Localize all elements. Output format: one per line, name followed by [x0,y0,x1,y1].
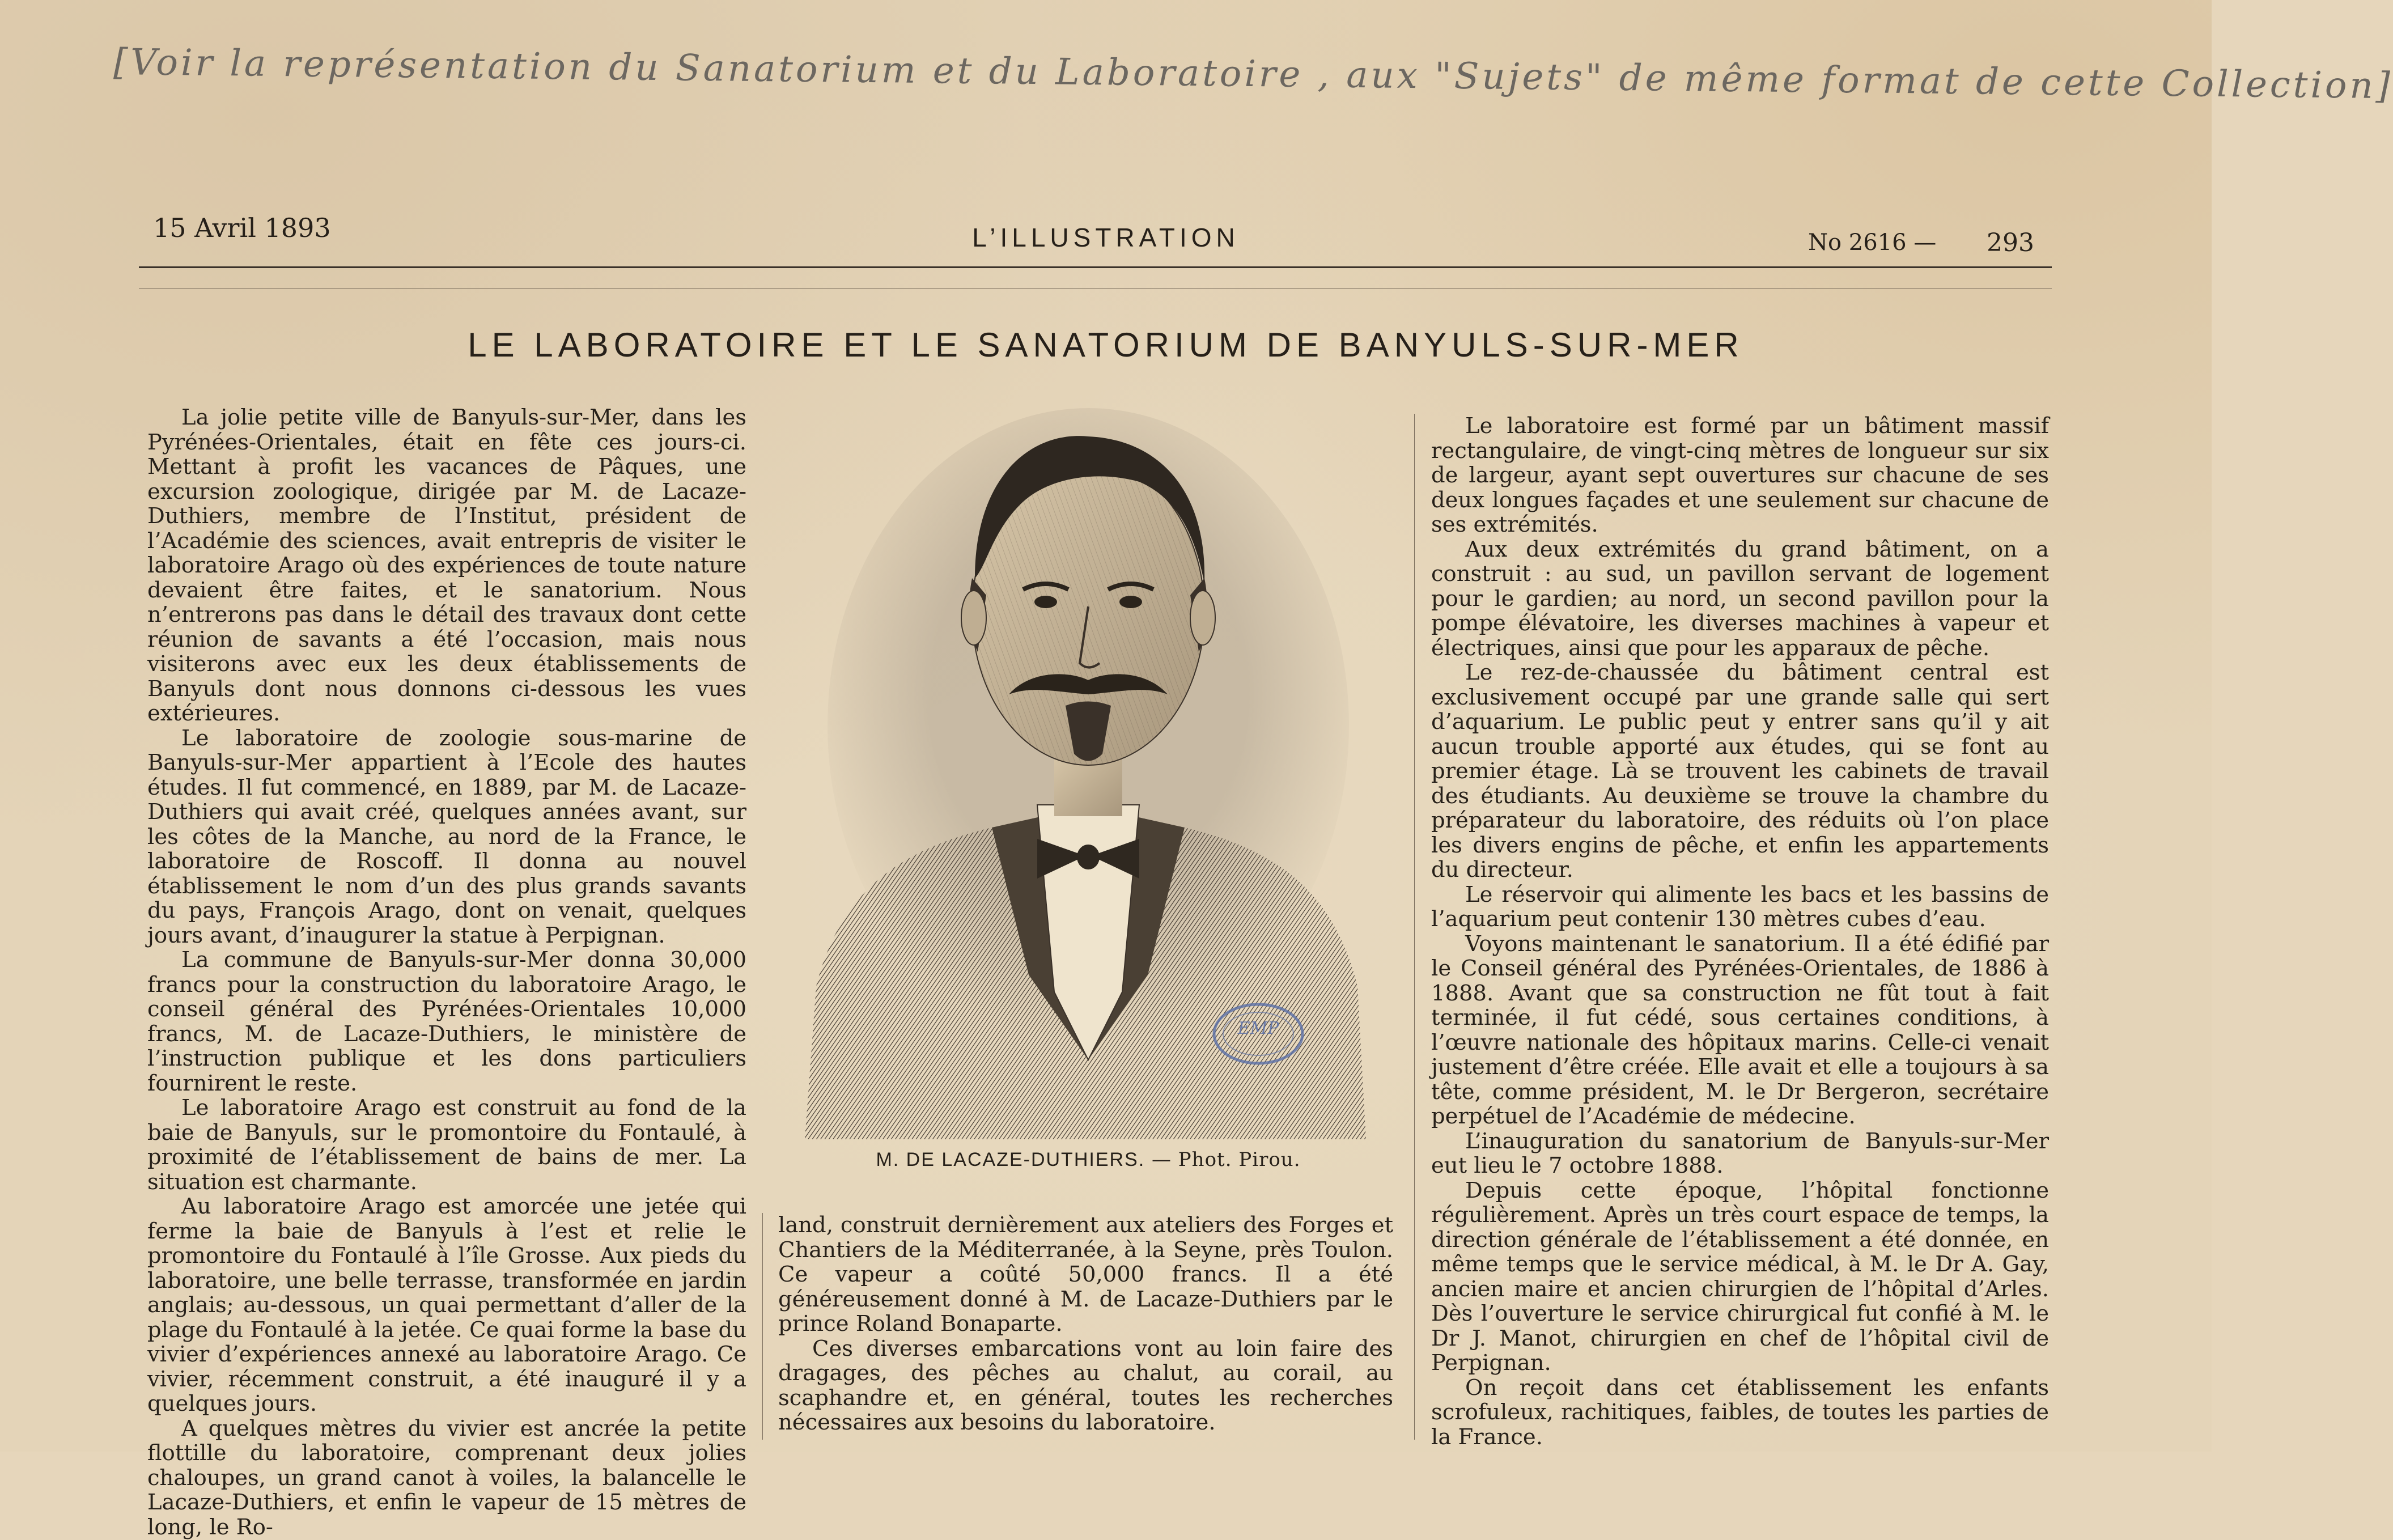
middle-column [778,1213,1393,1445]
paragraph: Depuis cette époque, l’hôpital fonctionne régulièrement. Après un très court espace de temps, la direction générale de l’établissement a été donnée, en même temps que le service médical, à M. le Dr A. Gay, ancien maire et ancien chirurgien de l’hôpital d’Arles. Dès l’ouverture le service chirurgical fut confié à M. le Dr J. Manot, chirurgien en chef de l’hôpital civil de Perpignan. [1431,1177,2049,1376]
portrait-caption [782,1148,1394,1171]
header-rule-thin [139,288,2052,289]
paragraph: land, construit dernièrement aux ateliers des Forges et Chantiers de la Méditerranée, à la Seyne, près Toulon. Ce vapeur a coûté 50,000 francs. Il a été généreusement donné à M. de Lacaze-Duthiers par le prince Roland Bonaparte. [778,1212,1393,1337]
paragraph: Le réservoir qui alimente les bacs et les bassins de l’aquarium peut contenir 130 mètres cubes d’eau. [1431,881,2049,932]
paragraph: A quelques mètres du vivier est ancrée la petite flottille du laboratoire, comprenant deux jolies chaloupes, un grand canot à voiles, la balancelle le Lacaze-Duthiers, et enfin le vapeur de 15 mètres de long, le Ro- [147,1415,746,1540]
paragraph: Le laboratoire de zoologie sous-marine de Banyuls-sur-Mer appartient à l’Ecole des hautes études. Il fut commencé, en 1889, par M. de Lacaze-Duthiers qui avait créé, quelques années avant, sur les côtes de la Manche, au nord de la France, le laboratoire de Roscoff. Il donna au nouvel établissement le nom d’un des plus grands savants du pays, François Arago, dont on venait, quelques jours avant, d’inaugurer la statue à Perpignan. [147,725,746,948]
stamp-text: EMP [1237,1019,1279,1038]
paragraph: L’inauguration du sanatorium de Banyuls-sur-Mer eut lieu le 7 octobre 1888. [1431,1128,2049,1178]
library-stamp [1210,999,1306,1070]
journal-title: L’ILLUSTRATION [972,223,1240,252]
column-divider [1414,414,1415,1440]
issue-date: 15 Avril 1893 [153,213,331,243]
paragraph: Aux deux extrémités du grand bâtiment, on a construit : au sud, un pavillon servant de logement pour le gardien; au nord, un second pavillon pour la pompe élévatoire, les diverses machines à vapeur et électriques, ainsi que pour les apparaux de pêche. [1431,536,2049,661]
paragraph: Ces diverses embarcations vont au loin faire des dragages, des pêches au chalut, au corail, au scaphandre et, en général, toutes les recherches nécessaires aux besoins du laboratoire. [778,1335,1393,1435]
paragraph: Au laboratoire Arago est amorcée une jetée qui ferme la baie de Banyuls à l’est et relie le promontoire du Fontaulé à l’île Grosse. Aux pieds du laboratoire, une belle terrasse, transformée en jardin anglais; au-dessous, un quai permettant d’aller de la plage du Fontaulé à la jetée. Ce quai forme la base du vivier d’expériences annexé au laboratoire Arago. Ce vivier, récemment construit, a été inauguré il y a quelques jours. [147,1194,746,1416]
paragraph: La jolie petite ville de Banyuls-sur-Mer, dans les Pyrénées-Orientales, était en fête ces jours-ci. Mettant à profit les vacances de Pâques, une excursion zoologique, dirigée par M. de Lacaze-Duthiers, membre de l’Institut, président de l’Académie des sciences, avait entrepris de visiter le laboratoire Arago où des expériences de toute nature devaient être faites, et le sanatorium. Nous n’entrerons pas dans le détail des travaux dont cette réunion de savants a été l’occasion, mais nous visiterons avec eux les deux établissements de Banyuls dont nous donnons ci-dessous les vues extérieures. [147,405,746,726]
left-column [147,405,746,1540]
handwritten-note: [Voir la représentation du Sanatorium et du Laboratoire , aux "Sujets" de même format de cette Collection] [113,41,2393,108]
header-rule [139,266,2052,268]
paragraph: Le laboratoire est formé par un bâtiment massif rectangulaire, de vingt-cinq mètres de longueur sur six de largeur, ayant sept ouvertures sur chacune de ses deux longues façades et une seulement sur chacune de ses extrémités. [1431,413,2049,537]
column-divider [762,1213,763,1440]
issue-number: No 2616 — [1808,230,1937,256]
caption-credit: — Phot. Pirou. [1152,1148,1301,1171]
article-headline: LE LABORATOIRE ET LE SANATORIUM DE BANYULS-SUR-MER [468,326,1744,364]
caption-name: M. DE LACAZE-DUTHIERS. [876,1149,1145,1170]
paragraph: Voyons maintenant le sanatorium. Il a été édifié par le Conseil général des Pyrénées-Orientales, de 1886 à 1888. Avant que sa construction ne fût tout à fait terminée, il fut cédé, sous certaines conditions, à l’œuvre nationale des hôpitaux marins. Celle-ci venait justement d’être créée. Elle avait et elle a toujours à sa tête, comme président, M. le Dr Bergeron, secrétaire perpétuel de l’Académie de médecine. [1431,931,2049,1129]
paragraph: Le rez-de-chaussée du bâtiment central est exclusivement occupé par une grande salle qui sert d’aquarium. Le public peut y entrer sans qu’il y ait aucun trouble apporté aux études, qui se font au premier étage. Là se trouvent les cabinets de travail des étudiants. Au deuxième se trouve la chambre du préparateur du laboratoire, des réduits où l’on place les divers engins de pêche, et enfin les appartements du directeur. [1431,660,2049,883]
paragraph: Le laboratoire Arago est construit au fond de la baie de Banyuls, sur le promontoire du Fontaulé, à proximité de l’établissement de bains de mer. La situation est charmante. [147,1095,746,1195]
right-column [1431,413,2049,1450]
page-number: 293 [1987,228,2034,257]
paragraph: On reçoit dans cet établissement les enfants scrofuleux, rachitiques, faibles, de toutes les parties de la France. [1431,1374,2049,1450]
paragraph: La commune de Banyuls-sur-Mer donna 30,000 francs pour la construction du laboratoire Arago, le conseil général des Pyrénées-Orientales 10,000 francs, M. de Lacaze-Duthiers, le ministère de l’instruction publique et les dons particuliers fournirent le reste. [147,947,746,1096]
